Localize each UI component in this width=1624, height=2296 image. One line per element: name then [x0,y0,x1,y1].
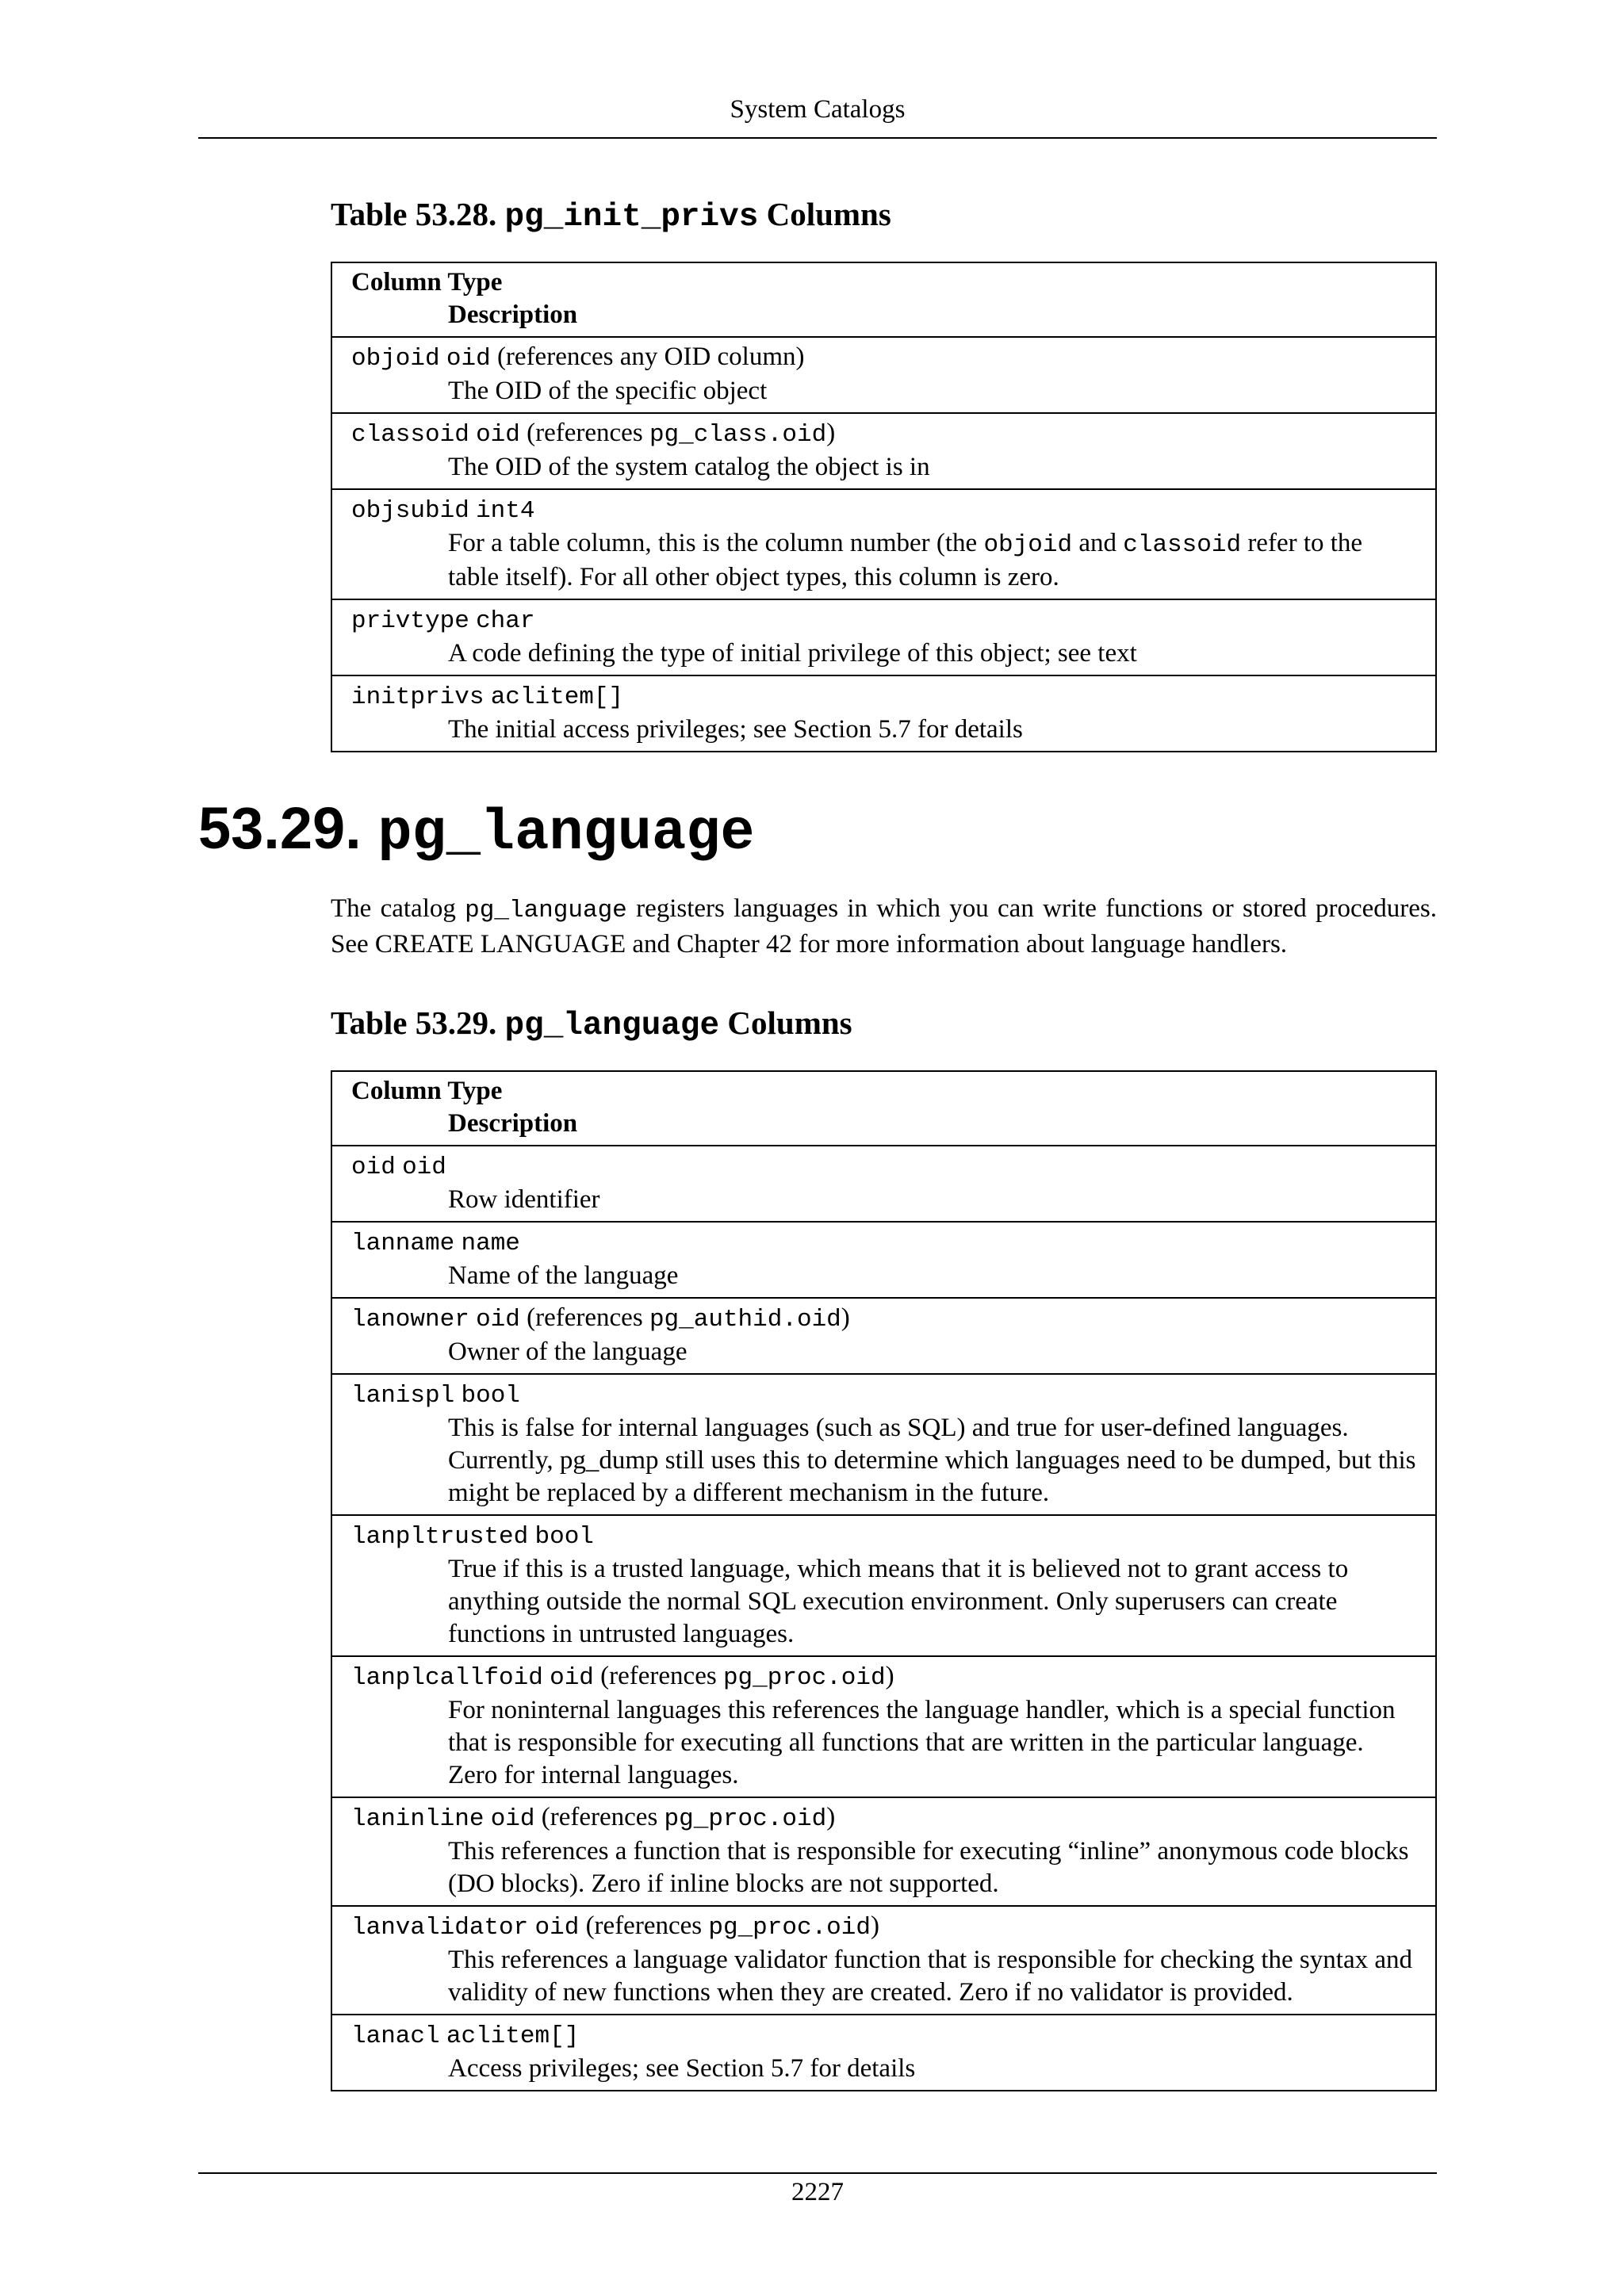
pg-init-privs-table [331,262,1437,752]
text-run: This is false for internal languages (such as SQL) and true for user-defined languages. Currently, pg_dump still uses this to determine which languages need to be dumped, but this might be replaced by a different mechanism in the future. [448,1414,1416,1507]
column-type-header: Column Type [351,268,503,297]
section-heading [198,793,755,869]
table-row [331,413,1436,489]
text-run: For a table column, this is the column number (the [448,529,984,557]
column-description [351,527,1416,594]
reference-close: ) [871,1911,879,1940]
text-run: refer to the table itself). For all other object types, this column is zero. [448,529,1363,591]
column-signature [351,1302,1416,1336]
table-row [331,1298,1436,1374]
text-run: Access privileges; see Section 5.7 for details [448,2054,916,2083]
column-name: lanowner [351,1306,469,1334]
table-cell [331,413,1436,489]
table-cell [331,2015,1436,2091]
table-cell [331,675,1436,752]
table-row [331,1656,1436,1797]
column-description [351,1694,1416,1792]
table-row [331,1374,1436,1515]
header-rule [198,137,1437,139]
table-row [331,489,1436,599]
text-run: registers languages in which you can write functions or stored procedures. See CREATE LANGUAGE and Chapter 42 for more information about language handlers. [331,894,1438,959]
column-type: char [476,607,535,635]
table-caption-pg-init-privs [331,194,891,237]
inline-code: classoid [1123,531,1242,559]
inline-code: objoid [983,531,1073,559]
column-signature [351,679,1416,714]
table-cell [331,1797,1436,1906]
text-run: Name of the language [448,1261,679,1290]
reference-code: pg_class.oid [649,421,827,449]
column-description [351,1184,1416,1216]
column-signature [351,341,1416,375]
text-run: The OID of the specific object [448,377,768,405]
caption-prefix: Table 53.28. [331,196,497,232]
column-type-header: Column Type [351,1077,503,1105]
table-cell [331,1656,1436,1797]
table-row [331,599,1436,675]
table-row [331,1146,1436,1222]
column-type: aclitem[] [446,2022,580,2050]
table-row [331,1797,1436,1906]
column-signature [351,1378,1416,1412]
table-header-row [331,262,1436,337]
column-description [351,2053,1416,2085]
table-row [331,1222,1436,1298]
table-cell [331,337,1436,413]
table-row [331,675,1436,752]
column-type: oid [534,1914,580,1942]
reference-code: pg_proc.oid [708,1914,871,1942]
text-run: A code defining the type of initial privilege of this object; see text [448,639,1137,668]
column-signature [351,493,1416,527]
column-name: laninline [351,1805,485,1833]
reference-open: (references [527,419,649,447]
reference-open: (references [585,1911,709,1940]
table-row [331,337,1436,413]
text-run: True if this is a trusted language, which means that it is believed not to grant access to anything outside the normal SQL execution environment. Only superusers can create functions in untrusted languages. [448,1555,1349,1648]
column-signature [351,1150,1416,1184]
column-signature [351,603,1416,637]
column-name: oid [351,1154,396,1181]
column-name: lanispl [351,1382,455,1410]
reference-open: (references [541,1803,665,1831]
caption-suffix: Columns [727,1004,852,1041]
reference-code: pg_proc.oid [722,1664,886,1692]
reference-close: ) [885,1662,894,1690]
section-intro-paragraph [331,892,1437,961]
table-cell [331,1374,1436,1515]
text-run: This references a function that is responsible for executing “inline” anonymous code blocks (DO blocks). Zero if inline blocks are not supported. [448,1837,1409,1898]
column-name: lanplcallfoid [351,1664,543,1692]
column-type: name [461,1230,520,1257]
column-type: oid [446,345,491,373]
caption-suffix: Columns [766,196,891,232]
column-description [351,637,1416,670]
table-cell [331,1222,1436,1298]
column-name: lanname [351,1230,455,1257]
column-description [351,1412,1416,1510]
table-row [331,1906,1436,2015]
description-header: Description [448,300,578,329]
reference-code: pg_proc.oid [664,1805,827,1833]
column-name: initprivs [351,683,485,711]
column-type: aclitem[] [490,683,624,711]
column-type: oid [402,1154,446,1181]
column-type: oid [476,421,520,449]
column-type: bool [534,1523,594,1551]
table-row [331,2015,1436,2091]
text-run: For noninternal languages this references the language handler, which is a special function that is responsible for executing all functions that are written in the particular language. Zero for internal languages. [448,1696,1396,1789]
section-number: 53.29. [198,795,362,861]
reference-open: (references [600,1662,723,1690]
column-name: privtype [351,607,469,635]
column-type: oid [550,1664,594,1692]
column-name: objoid [351,345,440,373]
column-type: int4 [476,497,535,525]
table-body [331,262,1436,752]
text-run: Owner of the language [448,1337,688,1366]
page-number: 2227 [791,2178,844,2206]
column-signature [351,1519,1416,1553]
text-run: The initial access privileges; see Section 5.7 for details [448,715,1023,744]
caption-prefix: Table 53.29. [331,1004,497,1041]
column-description [351,1260,1416,1292]
column-description [351,1336,1416,1368]
table-cell [331,1298,1436,1374]
column-signature [351,1226,1416,1260]
column-name: classoid [351,421,469,449]
caption-code: pg_init_privs [504,199,759,235]
column-description [351,1944,1416,2009]
table-cell [331,489,1436,599]
table-cell [331,1146,1436,1222]
text-run: and [1072,529,1124,557]
footer-rule [198,2172,1437,2174]
column-type: oid [490,1805,535,1833]
reference-close: ) [826,1803,836,1831]
table-caption-pg-language [331,1003,852,1046]
column-name: lanacl [351,2022,440,2050]
column-description [351,451,1416,484]
text-run: Row identifier [448,1185,600,1214]
section-name: pg_language [377,801,755,866]
reference-close: ) [826,419,836,447]
column-signature [351,1910,1416,1944]
reference-close: ) [841,1303,850,1332]
description-header: Description [448,1109,578,1138]
caption-code: pg_language [504,1008,720,1044]
table-header-cell [331,1071,1436,1146]
table-row [331,1515,1436,1656]
column-description [351,1553,1416,1651]
column-signature [351,1660,1416,1694]
text-run: The OID of the system catalog the object is in [448,453,930,481]
running-header: System Catalogs [730,95,906,124]
table-header-cell [331,262,1436,337]
pg-language-table [331,1070,1437,2091]
column-description [351,714,1416,746]
reference-open: (references [527,1303,649,1332]
column-name: lanpltrusted [351,1523,529,1551]
table-body [331,1071,1436,2091]
table-cell [331,1906,1436,2015]
column-signature [351,1801,1416,1835]
table-cell [331,1515,1436,1656]
inline-code: pg_language [465,897,627,924]
column-description [351,1835,1416,1900]
table-header-row [331,1071,1436,1146]
text-run: The catalog [331,894,465,923]
column-type: bool [461,1382,520,1410]
column-signature [351,2019,1416,2053]
reference-code: pg_authid.oid [649,1306,841,1334]
column-type: oid [476,1306,520,1334]
text-run: This references a language validator function that is responsible for checking the syntax and validity of new functions when they are created. Zero if no validator is provided. [448,1946,1412,2007]
column-description [351,375,1416,408]
table-cell [331,599,1436,675]
reference-open: (references any OID column) [496,342,805,371]
column-name: lanvalidator [351,1914,529,1942]
column-signature [351,417,1416,451]
column-name: objsubid [351,497,469,525]
